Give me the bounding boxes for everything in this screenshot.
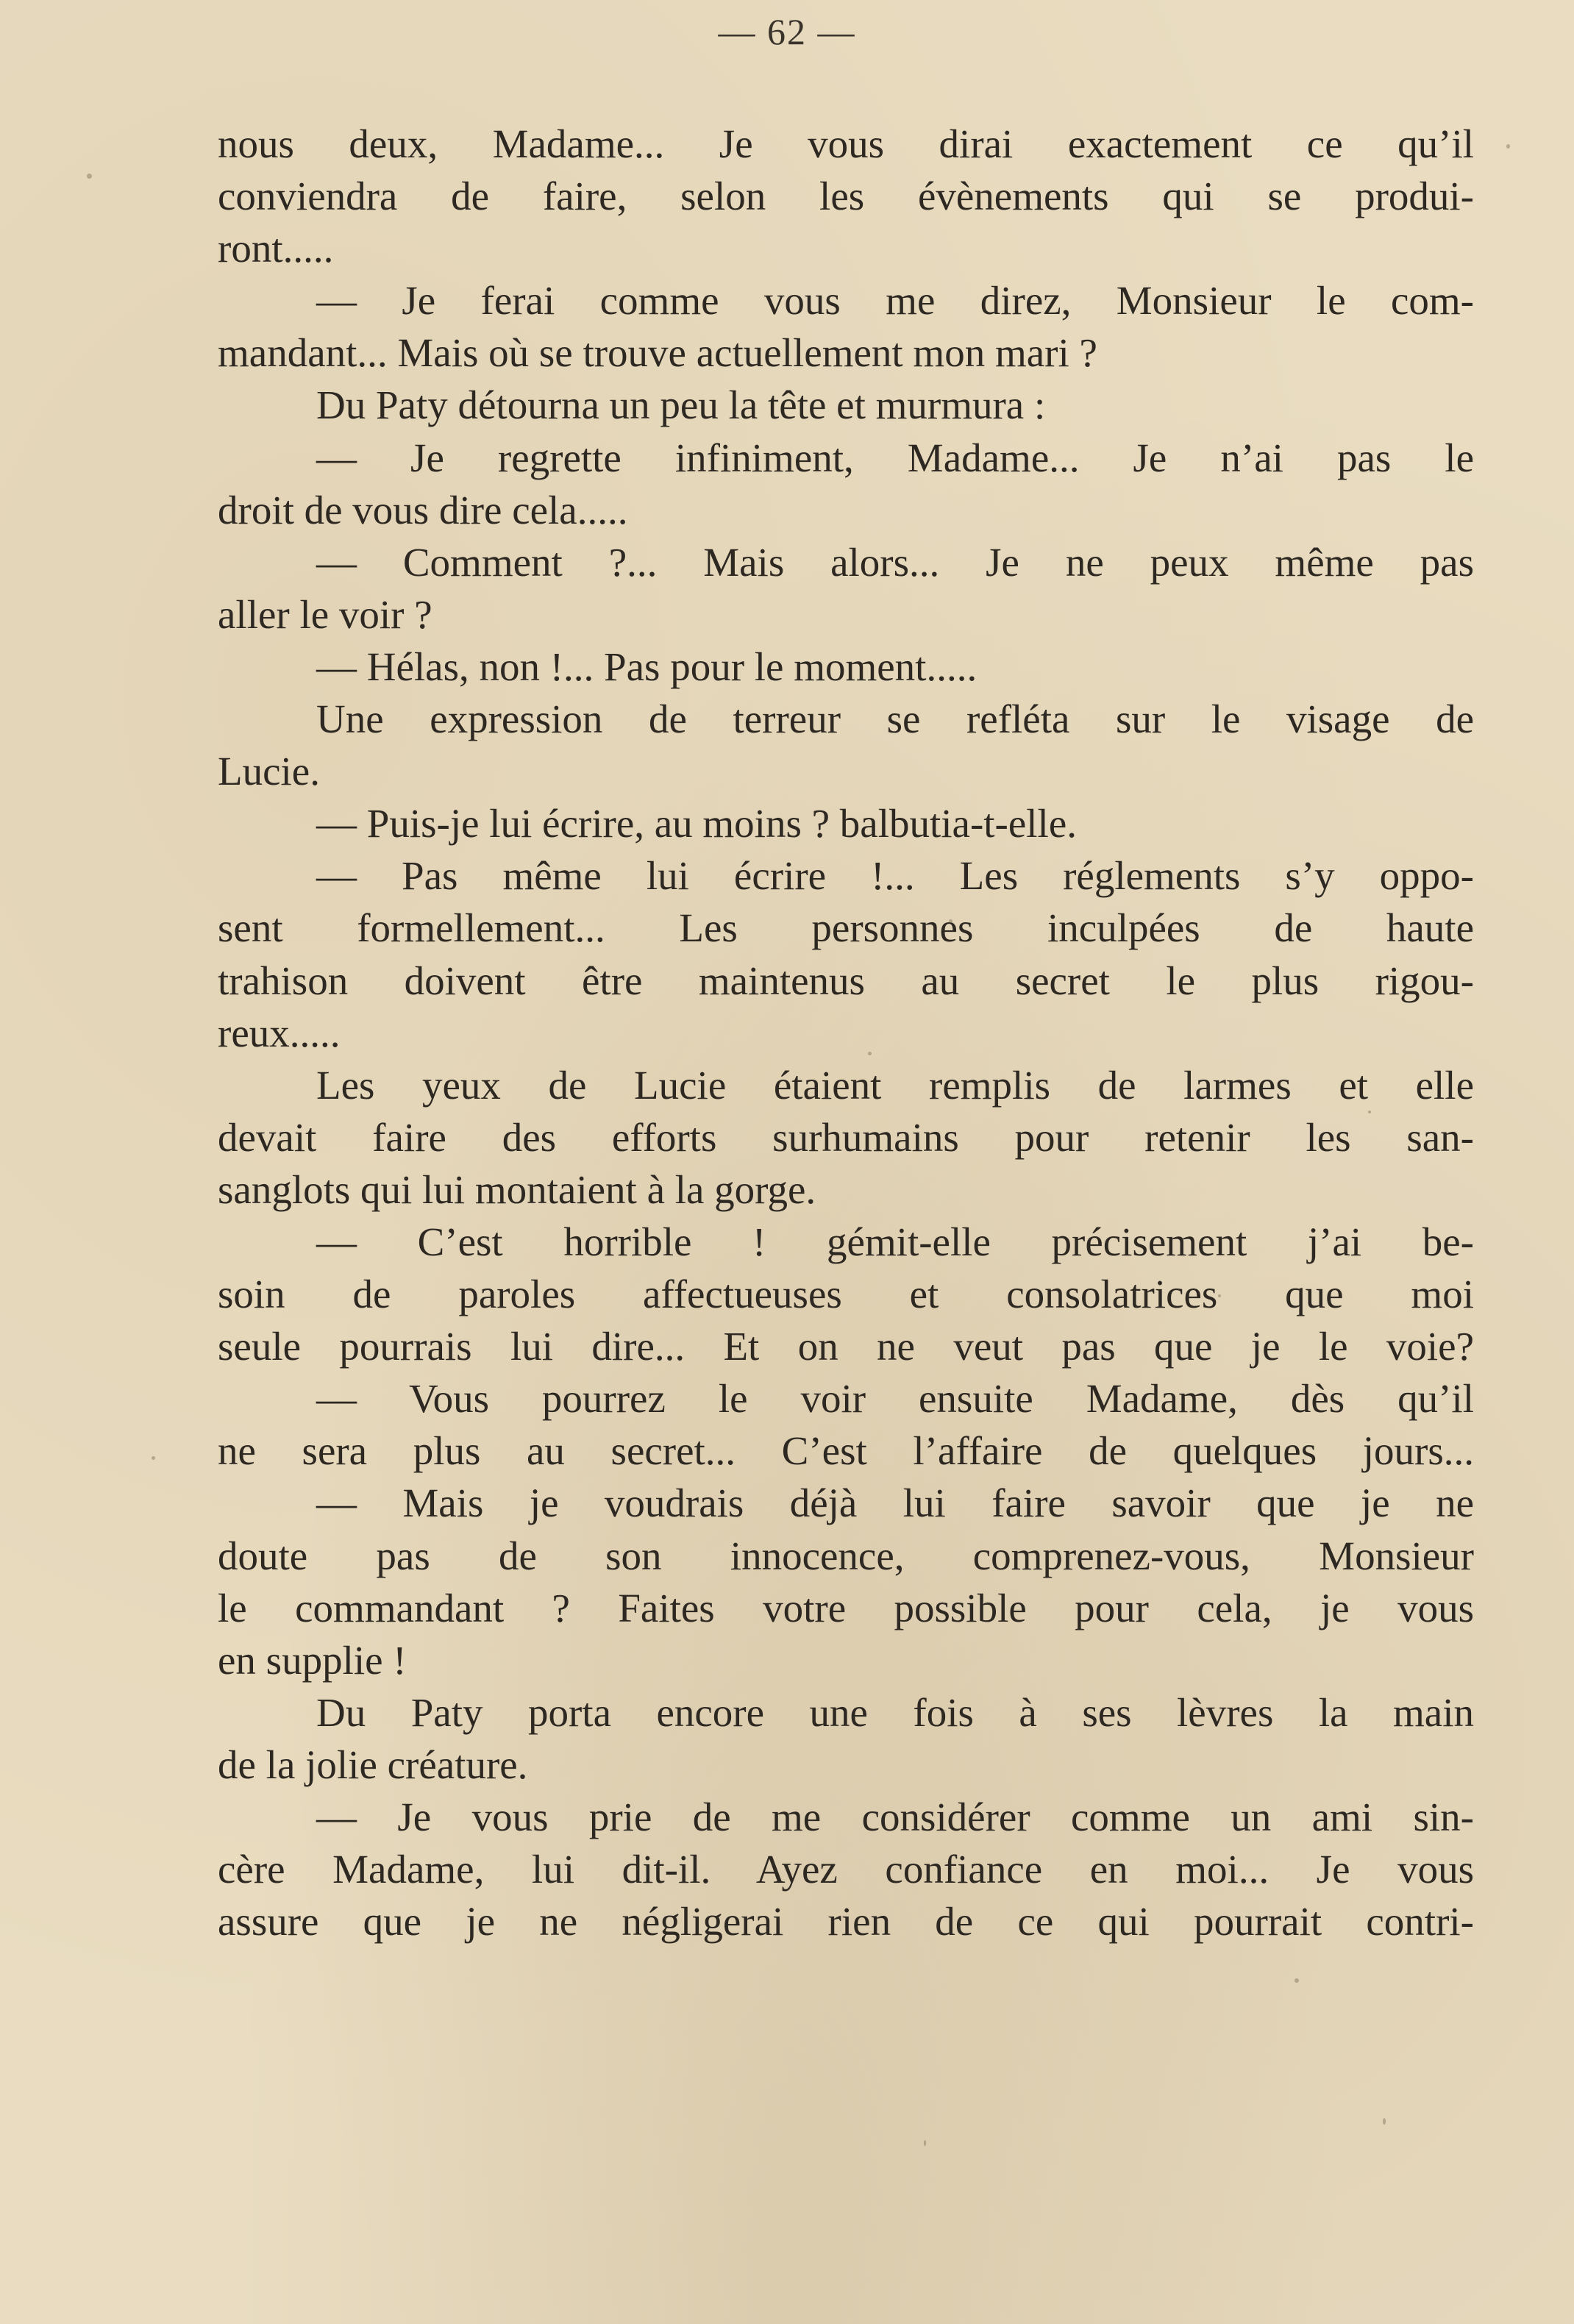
- paper-speck: [1218, 1294, 1221, 1297]
- text-line: aller le voir ?: [218, 591, 432, 637]
- text-line: Une expression de terreur se refléta sur le visage de: [316, 696, 1474, 742]
- text-line: trahison doivent être maintenus au secret le plus rigou-: [218, 958, 1474, 1003]
- text-line: — Comment ?... Mais alors... Je ne peux même pas: [316, 539, 1474, 585]
- text-line: mandant... Mais où se trouve actuellement mon mari ?: [218, 330, 1097, 376]
- text-line: — Je vous prie de me considérer comme un ami sin-: [316, 1794, 1474, 1839]
- text-line: reux.....: [218, 1010, 341, 1055]
- text-line: Les yeux de Lucie étaient remplis de larmes et elle: [316, 1062, 1474, 1108]
- paper-speck: [87, 174, 92, 179]
- text-line: cère Madame, lui dit-il. Ayez confiance en moi... Je vous: [218, 1847, 1474, 1892]
- text-line: — Hélas, non !... Pas pour le moment.....: [316, 644, 977, 689]
- text-line: ront.....: [218, 226, 334, 271]
- text-line: sent formellement... Les personnes inculpées de haute: [218, 905, 1474, 951]
- text-line: devait faire des efforts surhumains pour retenir les san-: [218, 1114, 1474, 1160]
- text-line: — Je regrette infiniment, Madame... Je n’ai pas le: [316, 435, 1474, 480]
- text-line: — Mais je voudrais déjà lui faire savoir que je ne: [316, 1480, 1474, 1526]
- text-line: en supplie !: [218, 1637, 407, 1683]
- paper-speck: [1383, 2118, 1386, 2125]
- text-line: sanglots qui lui montaient à la gorge.: [218, 1166, 816, 1212]
- text-line: Du Paty détourna un peu la tête et murmura :: [316, 382, 1046, 428]
- text-line: assure que je ne négligerai rien de ce qui pourrait contri-: [218, 1899, 1474, 1945]
- paper-speck: [868, 1052, 872, 1055]
- text-line: — Puis-je lui écrire, au moins ? balbutia-t-elle.: [316, 801, 1077, 846]
- body-text: [218, 118, 1474, 1947]
- text-line: — Vous pourrez le voir ensuite Madame, dès qu’il: [316, 1376, 1474, 1422]
- text-line: Lucie.: [218, 749, 320, 794]
- paper-speck: [1368, 1111, 1371, 1113]
- paper-speck: [152, 1456, 155, 1460]
- paper-speck: [1295, 1978, 1299, 1983]
- paper-speck: [1506, 144, 1510, 149]
- text-line: — Pas même lui écrire !... Les réglements s’y oppo-: [316, 853, 1474, 899]
- paper-speck: [924, 2140, 926, 2146]
- text-line: — C’est horrible ! gémit-elle précisement j’ai be-: [316, 1219, 1474, 1264]
- paper-speck: [949, 919, 952, 923]
- text-line: conviendra de faire, selon les évènements qui se produi-: [218, 174, 1474, 219]
- text-line: droit de vous dire cela.....: [218, 487, 628, 532]
- page-number-header: — 62 —: [718, 11, 856, 52]
- text-line: — Je ferai comme vous me direz, Monsieur le com-: [316, 278, 1474, 324]
- text-line: soin de paroles affectueuses et consolatrices que moi: [218, 1272, 1474, 1317]
- text-line: Du Paty porta encore une fois à ses lèvres la main: [316, 1689, 1474, 1735]
- text-line: nous deux, Madame... Je vous dirai exactement ce qu’il: [218, 121, 1474, 166]
- text-line: doute pas de son innocence, comprenez-vous, Monsieur: [218, 1533, 1474, 1578]
- text-line: ne sera plus au secret... C’est l’affaire de quelques jours...: [218, 1428, 1474, 1474]
- text-line: le commandant ? Faites votre possible pour cela, je vous: [218, 1585, 1474, 1630]
- text-line: de la jolie créature.: [218, 1742, 528, 1787]
- text-line: seule pourrais lui dire... Et on ne veut pas que je le voie?: [218, 1324, 1474, 1369]
